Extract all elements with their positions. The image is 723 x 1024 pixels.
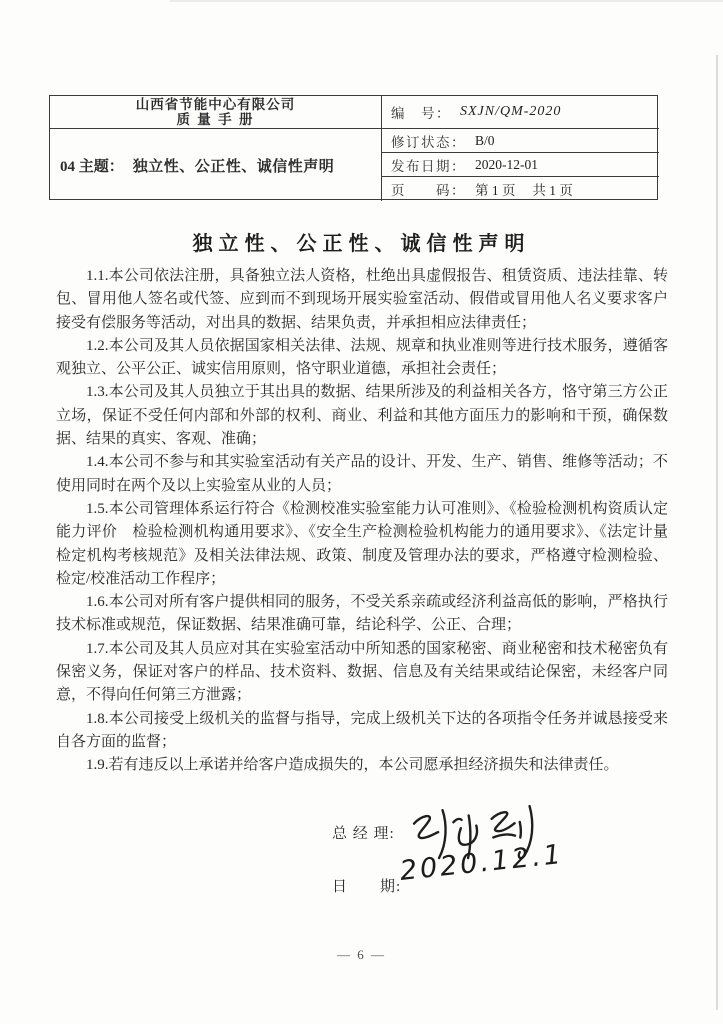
header-row-page-number <box>382 177 659 201</box>
header-row-issue-date <box>382 153 659 177</box>
clause-1-9: 1.9.若有违反以上承诺并给客户造成损失的，本公司愿承担经济损失和法律责任。 <box>86 757 619 774</box>
page-number-value: 第 1 页 共 1 页 <box>475 183 573 198</box>
scan-edge-artifact-right <box>716 55 718 1010</box>
subject-text: 独立性、公正性、诚信性声明 <box>132 158 335 175</box>
subject-label: 04 主题： <box>60 158 124 175</box>
general-manager-label: 总 经 理: <box>332 826 395 842</box>
issue-date-value: 2020-12-01 <box>475 156 538 172</box>
doc-number-value: SXJN/QM-2020 <box>460 104 562 119</box>
revision-label: 修订状态： <box>391 134 466 150</box>
issue-date-label: 发布日期： <box>391 158 466 174</box>
clause-1-6: 1.6.本公司对所有客户提供相同的服务，不受关系亲疏或经济利益高低的影响，严格执行技术标准或规范，保证数据、结果准确可靠，结论科学、公正、合理； <box>56 594 668 634</box>
header-subject-cell <box>50 129 382 201</box>
header-table <box>49 95 658 200</box>
company-name: 山西省节能中心有限公司 <box>135 97 296 112</box>
clause-1-1: 1.1.本公司依法注册，具备独立法人资格，杜绝出具虚假报告、租赁资质、违法挂靠、转包、冒用他人签名或代签、应到而不到现场开展实验室活动、假借或冒用他人名义要求客户接受有偿服务等活动，对出具的数据、结果负责，并承担相应法律责任； <box>56 268 668 331</box>
header-row-doc-number <box>382 96 659 129</box>
page-number-label: 页 码： <box>391 183 466 198</box>
clause-1-2: 1.2.本公司及其人员依据国家相关法律、法规、规章和执业准则等进行技术服务，遵循客观独立、公平公正、诚实信用原则，恪守职业道德，承担社会责任； <box>56 337 668 378</box>
clause-1-7: 1.7.本公司及其人员应对其在实验室活动中所知悉的国家秘密、商业秘密和技术秘密负有保密义务，保证对客户的样品、技术资料、数据、信息及有关结果或结论保密，未经客户同意，不得向任何第三方泄露； <box>56 640 668 704</box>
document-title: 独立性、公正性、诚信性声明 <box>192 233 531 255</box>
clause-1-4: 1.4.本公司不参与和其实验室活动有关产品的设计、开发、生产、销售、维修等活动；不使用同时在两个及以上实验室从业的人员； <box>56 454 668 494</box>
revision-value: B/0 <box>475 132 495 148</box>
manager-signature-name <box>0 0 1 1</box>
doc-number-label: 编 号： <box>391 106 451 121</box>
clause-1-8: 1.8.本公司接受上级机关的监督与指导，完成上级机关下达的各项指令任务并诚恳接受来自各方面的监督； <box>56 710 668 750</box>
clause-1-5: 1.5.本公司管理体系运行符合《检测校准实验室能力认可准则》、《检验检测机构资质认定能力评价 检验检测机构通用要求》、《安全生产检测检验机构能力的通用要求》、《法定计量检定机构考核规范》及相关法律法规、政策、制度及管理办法的要求，严格遵守检测检验、检定/校准活动工作程序； <box>56 500 668 587</box>
clause-1-3: 1.3.本公司及其人员独立于其出具的数据、结果所涉及的利益相关各方，恪守第三方公正立场，保证不受任何内部和外部的权利、商业、利益和其他方面压力的影响和干预，确保数据、结果的真实、客观、准确； <box>56 384 668 448</box>
header-company-cell <box>50 96 382 129</box>
scan-edge-artifact-top <box>170 0 723 2</box>
footer-page-number: — 6 — <box>337 947 386 962</box>
date-handwriting: 2020.12.1 <box>398 838 566 887</box>
header-row-revision <box>382 129 659 153</box>
manual-title: 质 量 手 册 <box>176 112 255 127</box>
date-label: 日 期: <box>332 879 402 895</box>
declaration-body <box>56 265 668 778</box>
